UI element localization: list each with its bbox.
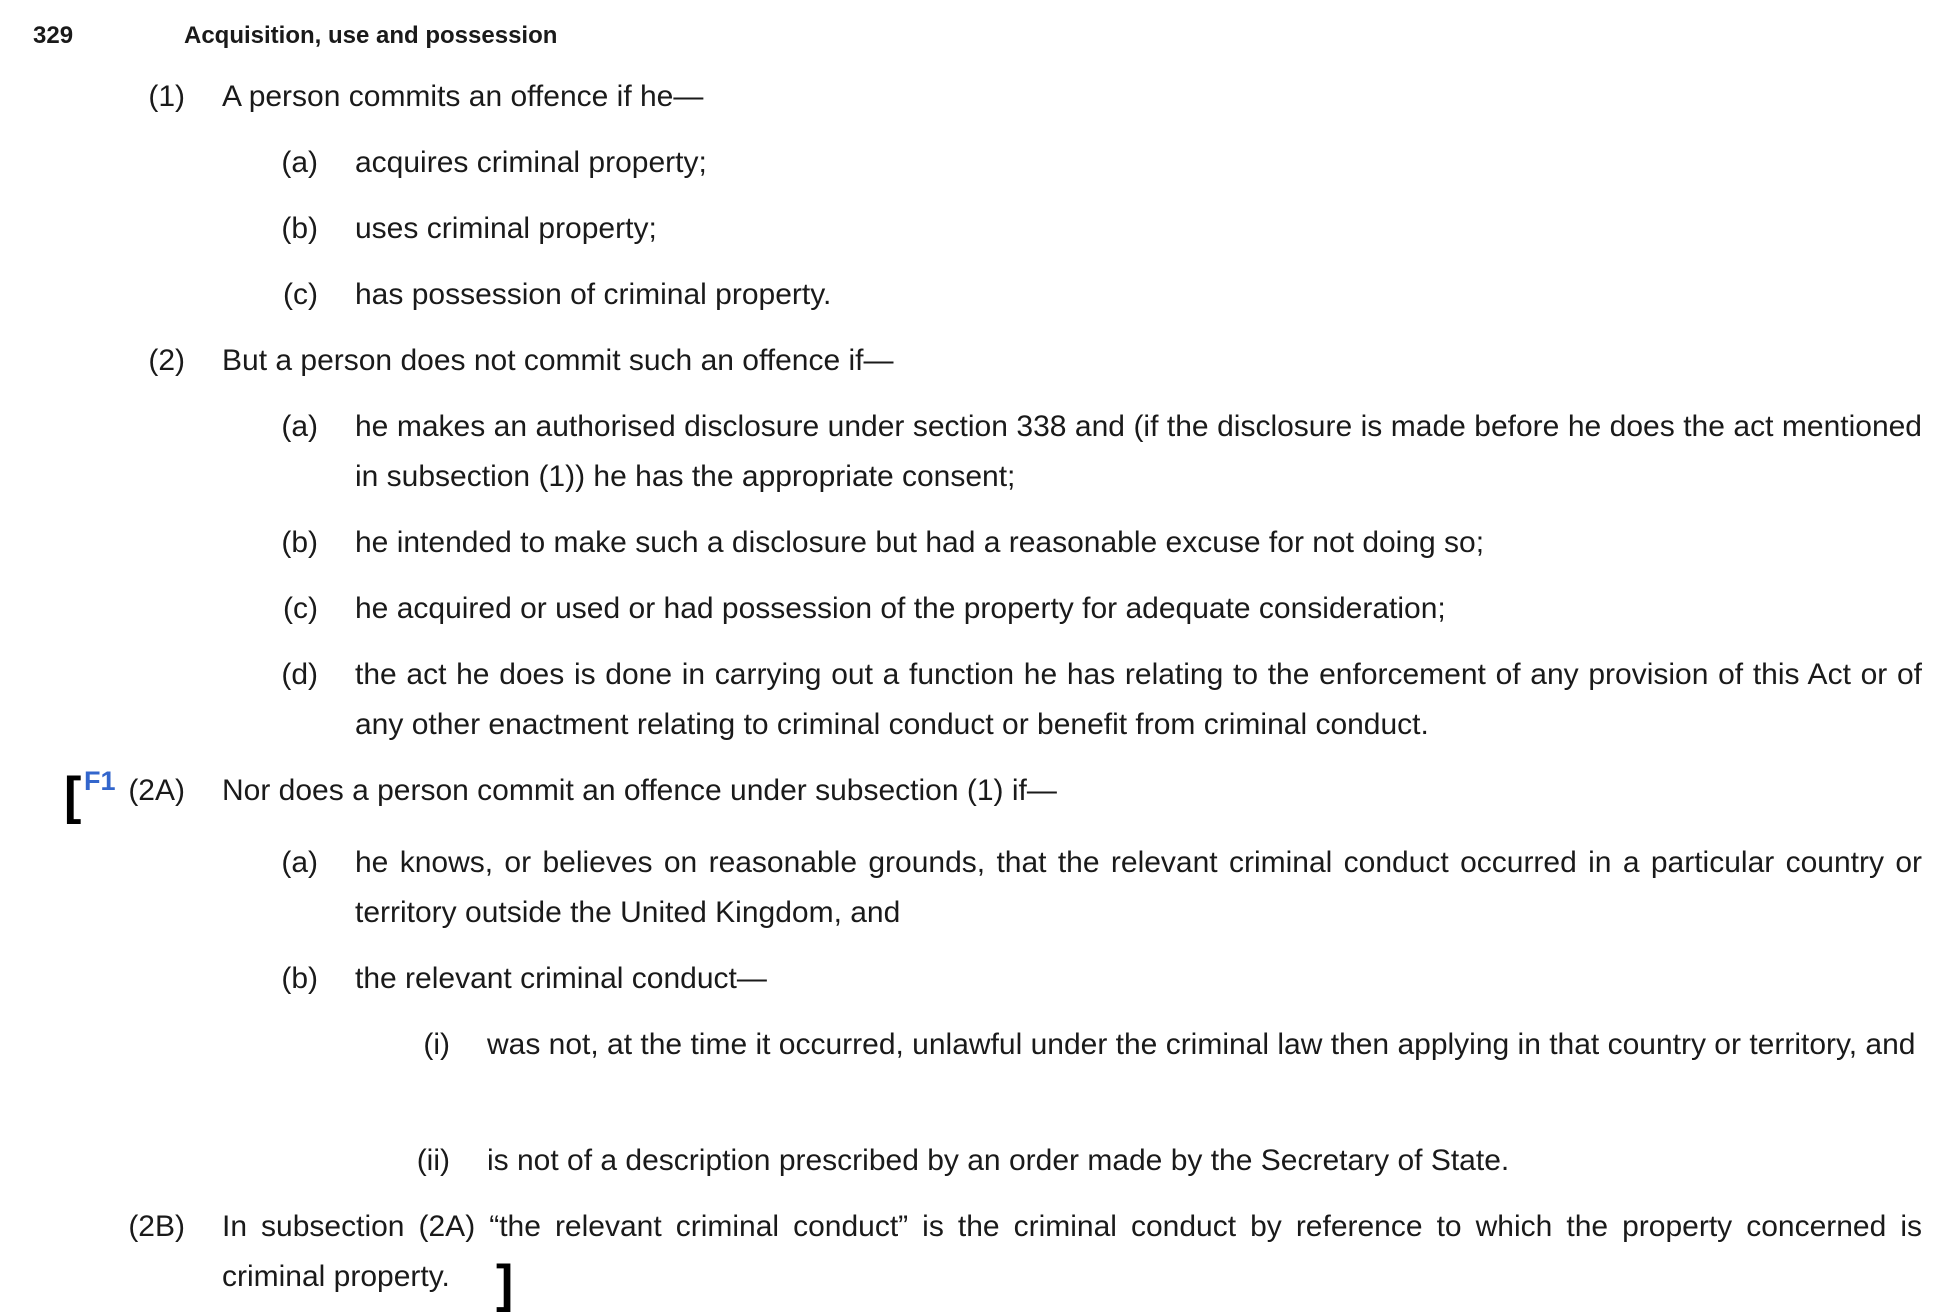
subsection-number: (2B): [128, 1210, 185, 1243]
paragraph-text: he makes an authorised disclosure under section 338 and (if the disclosure is made before he does the act mentioned in subsection (1)) he has the appropriate consent;: [355, 410, 1922, 493]
subsection-text: A person commits an offence if he—: [222, 80, 704, 113]
paragraph-text: the act he does is done in carrying out a function he has relating to the enforcement of any provision of this Act or of any other enactment relating to criminal conduct or benefit from criminal conduct.: [355, 658, 1922, 741]
amendment-open-bracket: [: [64, 767, 82, 825]
paragraph-number: (a): [281, 410, 318, 443]
paragraph-text: has possession of criminal property.: [355, 278, 832, 311]
paragraph-text: the relevant criminal conduct—: [355, 962, 767, 995]
paragraph-number: (a): [281, 146, 318, 179]
paragraph-number: (b): [281, 962, 318, 995]
subsection-number: (2): [148, 344, 185, 377]
paragraph-number: (b): [281, 212, 318, 245]
footnote-marker-f1[interactable]: F1: [84, 766, 116, 796]
section-number: 329: [33, 22, 74, 49]
paragraph-number: (d): [281, 658, 318, 691]
subparagraph-number: (i): [423, 1028, 450, 1061]
subparagraph-number: (ii): [416, 1144, 450, 1177]
subparagraph-text: is not of a description prescribed by an order made by the Secretary of State.: [487, 1144, 1510, 1177]
paragraph-text: he intended to make such a disclosure but had a reasonable excuse for not doing so;: [355, 526, 1485, 559]
section-heading: [0, 0, 1952, 70]
paragraph-text: acquires criminal property;: [355, 146, 707, 179]
paragraph-number: (a): [281, 846, 318, 879]
subsection-text: In subsection (2A) “the relevant criminal conduct” is the criminal conduct by reference to which the property concerned is criminal property.: [222, 1210, 1922, 1293]
subsection-text: But a person does not commit such an offence if—: [222, 344, 894, 377]
paragraph-number: (b): [281, 526, 318, 559]
paragraph-number: (c): [283, 278, 318, 311]
paragraph-text: he acquired or used or had possession of the property for adequate consideration;: [355, 592, 1446, 625]
amendment-close-bracket: ]: [496, 1255, 514, 1313]
paragraph-text: he knows, or believes on reasonable grounds, that the relevant criminal conduct occurred in a particular country or territory outside the United Kingdom, and: [355, 846, 1922, 929]
subsection-number: (2A): [128, 774, 185, 807]
paragraph-text: uses criminal property;: [355, 212, 657, 245]
section-title: Acquisition, use and possession: [184, 22, 558, 49]
paragraph-number: (c): [283, 592, 318, 625]
subsection-number: (1): [148, 80, 185, 113]
subsection-text: Nor does a person commit an offence under subsection (1) if—: [222, 774, 1057, 807]
subparagraph-text: was not, at the time it occurred, unlawful under the criminal law then applying in that country or territory, and: [487, 1028, 1916, 1061]
